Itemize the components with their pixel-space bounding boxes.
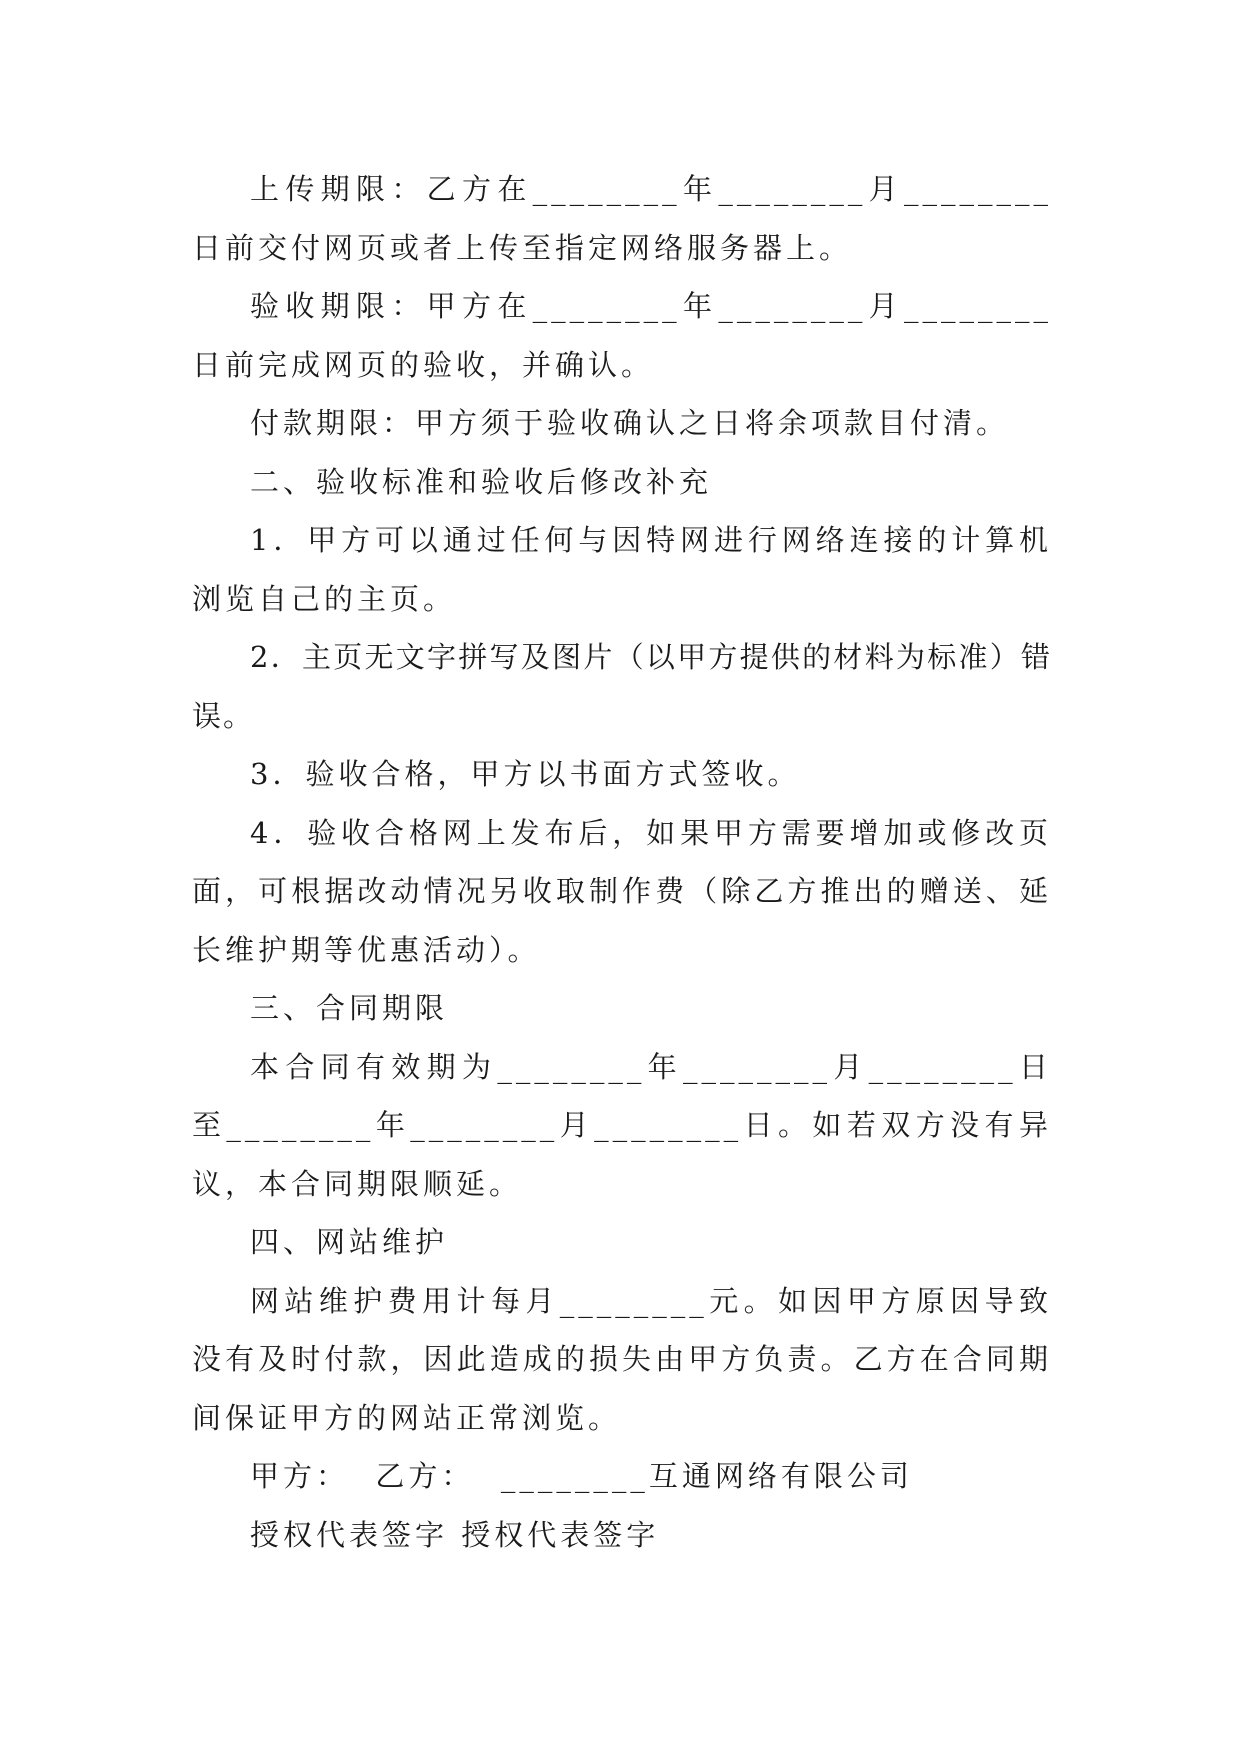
signature-parties-line: 甲方： 乙方： ________互通网络有限公司	[250, 1459, 913, 1493]
acceptance-item-3: 3．验收合格，甲方以书面方式签收。	[250, 757, 801, 791]
contract-term-clause: 本合同有效期为________年________月________日至________年________月________日。如若双方没有异议，本合同期限顺延。	[192, 1049, 1052, 1201]
acceptance-item-2: 2．主页无文字拼写及图片（以甲方提供的材料为标准）错误。	[192, 640, 1052, 733]
section-heading-term: 三、合同期限	[250, 991, 449, 1025]
acceptance-item-4: 4．验收合格网上发布后，如果甲方需要增加或修改页面，可根据改动情况另收取制作费（除乙方推出的赠送、延长维护期等优惠活动）。	[192, 815, 1052, 967]
section-heading-acceptance: 二、验收标准和验收后修改补充	[250, 464, 713, 499]
payment-deadline-clause: 付款期限：甲方须于验收确认之日将余项款目付清。	[250, 406, 1010, 440]
acceptance-item-1: 1．甲方可以通过任何与因特网进行网络连接的计算机浏览自己的主页。	[192, 523, 1052, 616]
acceptance-deadline-clause: 验收期限：甲方在________年________月________日前完成网页的验收，并确认。	[192, 289, 1052, 382]
maintenance-fee-clause: 网站维护费用计每月________元。如因甲方原因导致没有及时付款，因此造成的损失由甲方负责。乙方在合同期间保证甲方的网站正常浏览。	[192, 1283, 1052, 1435]
signature-label-line: 授权代表签字 授权代表签字	[250, 1517, 660, 1552]
section-heading-maintenance: 四、网站维护	[250, 1225, 449, 1259]
document-page	[192, 160, 1052, 1564]
upload-deadline-clause: 上传期限：乙方在________年________月________日前交付网页或者上传至指定网络服务器上。	[192, 172, 1052, 265]
